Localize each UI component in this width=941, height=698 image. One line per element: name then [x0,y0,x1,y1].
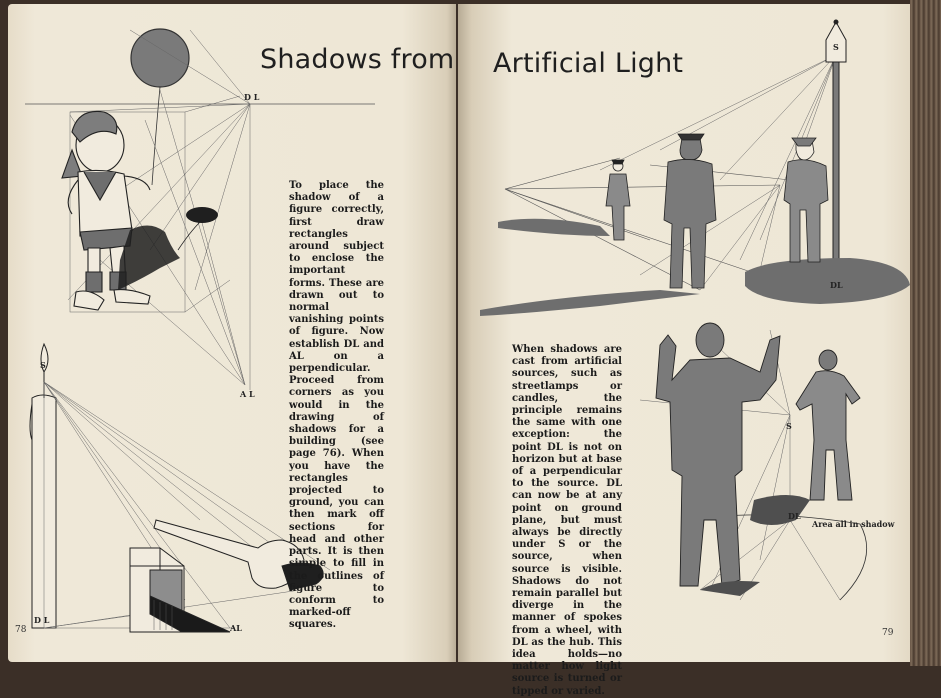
right-page-heading: Artificial Light [493,48,684,79]
lamp-man-figure [784,138,828,262]
raised-hands-man-figure [656,323,780,586]
center-man-figure [664,134,716,288]
small-man-figure [606,160,630,240]
label-al-mid: A L [240,389,255,399]
streetlamp-illustration [826,20,846,272]
label-s-figure: S [786,421,792,431]
label-dl-bottom: D L [34,615,50,625]
label-s-candle: S [40,360,46,370]
label-shadow-area: Area all in shadow [812,519,895,529]
lamp-holder-man-figure [796,350,860,500]
label-dl-figure: DL [788,511,801,521]
left-page-paragraph: To place the shadow of a figure correctly, first draw rectangles around subject to enclose the important forms. These are drawn out to normal vanishing points of figure. Now establish DL and AL on a perpendicular. Proceed from corners as you would in the drawing of shadows for a building (see page 76). When you have the rectangles projected to ground, you can then mark off sections for head and other parts. It is then simple to fill in the outlines of figure to conform to marked-off squares. [289,180,384,631]
left-page-heading: Shadows from [260,44,455,75]
label-dl-top: D L [244,92,260,102]
label-dl-lamp: DL [830,280,843,290]
label-al-bottom: AL [230,623,242,633]
right-page-number: 79 [882,628,894,638]
left-page-number: 78 [15,625,27,635]
label-lamp-s: S [833,42,839,52]
right-page-paragraph: When shadows are cast from artificial sources, such as streetlamps or candles, the principle remains the same with one exception: the point DL is not on horizon but at base of a perpendicular to the source. DL can now be at any point on ground plane, but must always be directly under S or the source, when source is visible. Shadows do not remain parallel but diverge in the manner of spokes from a wheel, with DL as the hub. This idea holds—no matter how light source is turned or tipped or varied. [512,344,622,697]
